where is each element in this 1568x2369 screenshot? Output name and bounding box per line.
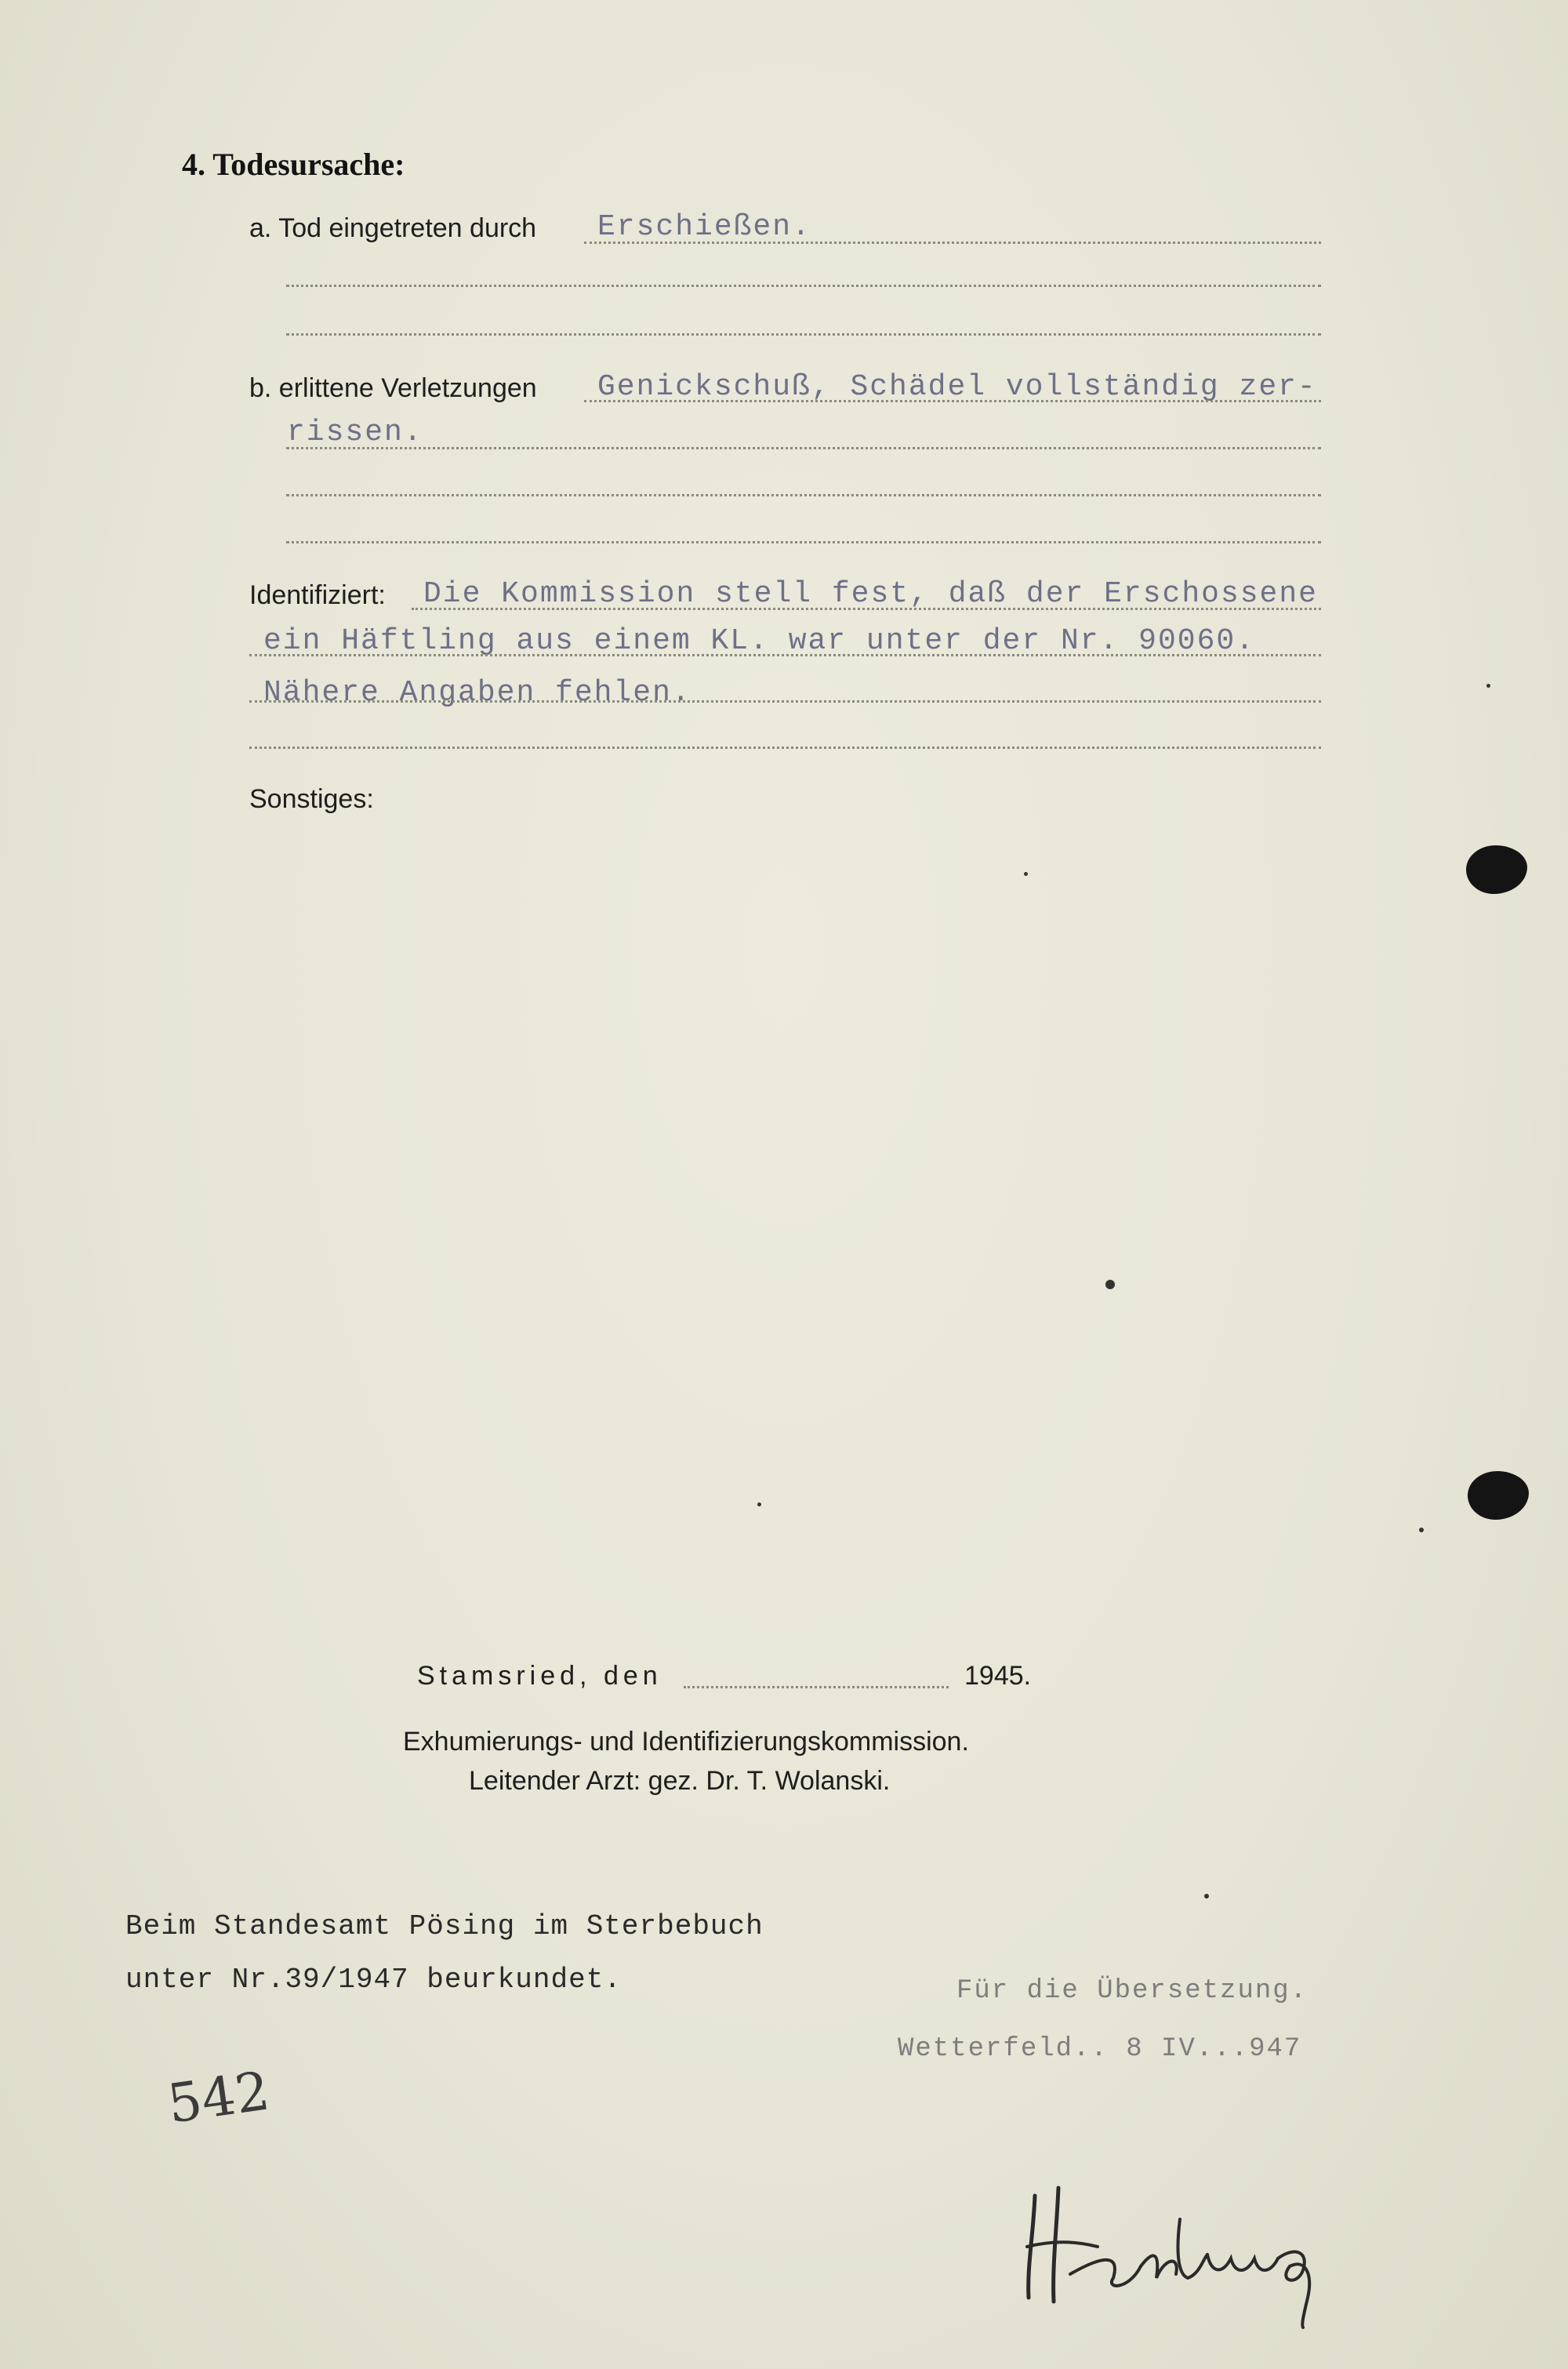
- speck: [757, 1502, 761, 1506]
- dotted-line: [286, 494, 1321, 496]
- dotted-line: [286, 285, 1321, 287]
- dotted-line: [412, 608, 1321, 610]
- certification-line2: Wetterfeld.. 8 IV...947: [898, 2034, 1302, 2064]
- dotted-line: [249, 654, 1321, 656]
- registry-note-line2: unter Nr.39/1947 beurkundet.: [125, 1964, 622, 1996]
- dotted-line: [286, 541, 1321, 543]
- speck: [1105, 1280, 1115, 1289]
- identified-label: Identifiziert:: [249, 580, 386, 610]
- registry-note-line1: Beim Standesamt Pösing im Sterbebuch: [125, 1910, 764, 1942]
- dotted-line: [584, 242, 1321, 244]
- field-a-value: Erschießen.: [597, 210, 811, 244]
- other-label: Sonstiges:: [249, 784, 374, 814]
- dotted-line: [286, 333, 1321, 336]
- identified-line2: ein Häftling aus einem KL. war unter der Nr. 90060.: [263, 624, 1255, 658]
- margin-number: 542: [164, 2060, 274, 2136]
- field-b-value-line2: rissen.: [287, 416, 423, 449]
- section-heading: 4. Todesursache:: [182, 147, 405, 182]
- year-label: 1945.: [964, 1661, 1032, 1691]
- dotted-line: [584, 400, 1321, 402]
- dotted-line: [684, 1686, 949, 1688]
- field-b-label: b. erlittene Verletzungen: [249, 373, 537, 403]
- speck: [1204, 1894, 1209, 1898]
- punch-hole: [1466, 845, 1527, 894]
- identified-line1: Die Kommission stell fest, daß der Erschossene: [423, 577, 1318, 611]
- dotted-line: [249, 747, 1321, 749]
- doctor-line: Leitender Arzt: gez. Dr. T. Wolanski.: [469, 1766, 891, 1796]
- speck: [1486, 684, 1490, 688]
- field-a-label: a. Tod eingetreten durch: [249, 213, 537, 243]
- dotted-line: [249, 700, 1321, 703]
- field-b-value-line1: Genickschuß, Schädel vollständig zer-: [597, 370, 1317, 404]
- speck: [1024, 872, 1028, 876]
- commission-line: Exhumierungs- und Identifizierungskommission.: [403, 1727, 969, 1757]
- dotted-line: [286, 447, 1321, 449]
- place-date-label: Stamsried, den: [417, 1661, 662, 1691]
- speck: [1419, 1528, 1424, 1532]
- identified-line3: Nähere Angaben fehlen.: [263, 676, 691, 710]
- handwritten-signature: [1011, 2172, 1341, 2329]
- punch-hole: [1468, 1471, 1529, 1520]
- certification-line1: Für die Übersetzung.: [956, 1976, 1308, 2006]
